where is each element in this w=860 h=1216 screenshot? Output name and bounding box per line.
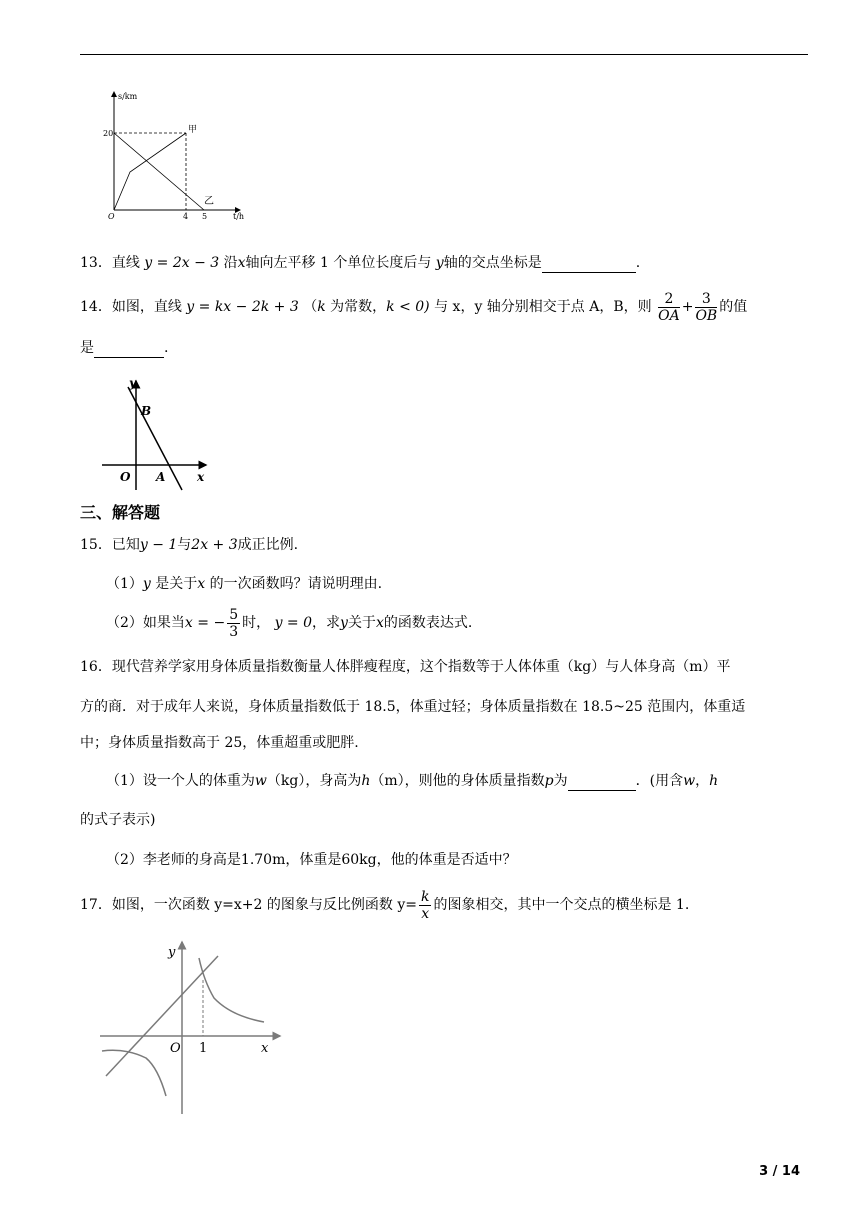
point-b-label: B bbox=[141, 404, 152, 418]
tick-5: 5 bbox=[202, 212, 208, 221]
y-axis-label: s/km bbox=[118, 92, 138, 101]
point-a-label: A bbox=[156, 470, 166, 484]
figure-distance-time bbox=[100, 88, 260, 223]
q17-text: 的图象相交，其中一个交点的横坐标是 1. bbox=[433, 897, 690, 913]
fraction-3-ob bbox=[695, 291, 717, 324]
question-16-line1: 16．现代营养学家用身体质量指数衡量人体胖瘦程度，这个指数等于人体体重（kg）与人体身高（m）平 bbox=[80, 659, 731, 675]
y-axis-label: y bbox=[168, 945, 176, 960]
x-axis-label: x bbox=[197, 470, 205, 484]
figure-line-graph bbox=[100, 375, 210, 495]
q14-var: k bbox=[317, 299, 326, 315]
question-17 bbox=[80, 885, 689, 925]
numerator: k bbox=[420, 888, 430, 905]
q16-var: h bbox=[361, 773, 371, 789]
origin-label: O bbox=[108, 212, 115, 221]
question-13: 13．直线 y = 2x − 3 沿x轴向左平移 1 个单位长度后与 y轴的交点坐标是 . bbox=[80, 255, 641, 271]
q13-equation: y = 2x − 3 bbox=[144, 255, 220, 271]
q15-expression: 2x + 3 bbox=[191, 537, 238, 553]
page-number: 3 / 14 bbox=[759, 1164, 800, 1179]
fraction-5-3 bbox=[227, 607, 240, 640]
q16-var: h bbox=[709, 773, 719, 789]
q16-var: w bbox=[254, 773, 267, 789]
question-14 bbox=[80, 287, 747, 327]
q14-text: 与 x，y 轴分别相交于点 A，B，则 bbox=[434, 299, 652, 315]
q14-text: 如图，直线 bbox=[111, 299, 182, 315]
denominator: 3 bbox=[229, 623, 239, 640]
q15-equation: y = 0 bbox=[274, 615, 313, 631]
q15-text: 与 bbox=[177, 537, 192, 553]
q15-text: 是关于 bbox=[155, 576, 198, 592]
tick-1: 1 bbox=[199, 1041, 208, 1056]
q15-text: 已知 bbox=[111, 537, 140, 553]
q16-text: ， bbox=[695, 773, 710, 789]
q14-number: 14． bbox=[80, 299, 112, 315]
question-14-line2: 是 . bbox=[80, 340, 169, 356]
label-jia: 甲 bbox=[188, 125, 198, 135]
section-heading: 三、解答题 bbox=[80, 503, 161, 522]
q15-var: y bbox=[340, 615, 348, 631]
q14-equation: y = kx − 2k + 3 bbox=[186, 299, 299, 315]
q15-equation: x = − bbox=[184, 615, 226, 631]
fraction-k-x bbox=[419, 889, 431, 922]
q16-text: （m），则他的身体质量指数 bbox=[370, 773, 545, 789]
origin-label: O bbox=[170, 1041, 181, 1056]
origin-label: O bbox=[120, 470, 131, 484]
q13-text: 沿 bbox=[223, 255, 238, 271]
y-axis-label: y bbox=[129, 376, 136, 390]
q15-text: 成正比例. bbox=[237, 537, 299, 553]
answer-blank[interactable] bbox=[542, 256, 636, 273]
plus-sign: + bbox=[681, 299, 694, 315]
answer-blank[interactable] bbox=[94, 341, 164, 358]
q14-text: （ bbox=[303, 299, 318, 315]
q13-text: 轴的交点坐标是 bbox=[443, 255, 542, 271]
figure-function-intersection bbox=[96, 936, 282, 1116]
q16-text: （kg），身高为 bbox=[266, 773, 362, 789]
q16-text: 为 bbox=[553, 773, 568, 789]
x-axis-label: x bbox=[261, 1041, 269, 1056]
header-rule bbox=[80, 54, 808, 55]
question-15-part2 bbox=[106, 603, 472, 643]
q16-var: p bbox=[544, 773, 554, 789]
q16-text: ．(用含 bbox=[635, 773, 684, 789]
question-16-part2: （2）李老师的身高是1.70m，体重是60kg，他的体重是否适中？ bbox=[106, 852, 517, 868]
denominator: x bbox=[421, 905, 430, 922]
q15-text: 的函数表达式. bbox=[383, 615, 473, 631]
label-yi: 乙 bbox=[204, 196, 214, 207]
q13-number: 13． bbox=[80, 255, 112, 271]
numerator: 2 bbox=[658, 291, 680, 308]
q16-var: w bbox=[683, 773, 696, 789]
question-16-part1-cont: 的式子表示) bbox=[80, 812, 156, 828]
q15-var: x bbox=[197, 576, 206, 592]
denominator: OA bbox=[658, 307, 680, 324]
q14-text: 为常数， bbox=[330, 299, 387, 315]
q15-var: y bbox=[142, 576, 151, 592]
q15-text: （1） bbox=[106, 576, 143, 592]
q14-condition: k < 0) bbox=[386, 299, 430, 315]
q15-var: x bbox=[375, 615, 384, 631]
answer-blank[interactable] bbox=[568, 774, 636, 791]
fraction-2-oa bbox=[658, 291, 680, 324]
q15-expression: y − 1 bbox=[139, 537, 178, 553]
numerator: 3 bbox=[695, 291, 717, 308]
question-16-line2: 方的商．对于成年人来说，身体质量指数低于 18.5，体重过轻；身体质量指数在 18.5~25 范围内，体重适 bbox=[80, 699, 746, 715]
q15-text: 时， bbox=[242, 615, 271, 631]
q13-text: 轴向左平移 1 个单位长度后与 bbox=[245, 255, 432, 271]
question-15-part1 bbox=[106, 574, 382, 594]
q13-var: x bbox=[237, 255, 246, 271]
q15-text: 关于 bbox=[347, 615, 376, 631]
q15-number: 15． bbox=[80, 537, 112, 553]
numerator: 5 bbox=[229, 606, 239, 623]
q15-text: ，求 bbox=[312, 615, 341, 631]
q13-text: 直线 bbox=[111, 255, 140, 271]
x-axis-label: t/h bbox=[233, 212, 245, 221]
q15-text: 的一次函数吗？请说明理由. bbox=[209, 576, 383, 592]
question-16-part1 bbox=[106, 771, 718, 791]
q17-text: 17．如图，一次函数 y=x+2 的图象与反比例函数 y= bbox=[80, 897, 417, 913]
q13-var: y bbox=[435, 255, 444, 271]
question-16-line3: 中；身体质量指数高于 25，体重超重或肥胖. bbox=[80, 735, 359, 751]
tick-4: 4 bbox=[183, 212, 189, 221]
q15-text: （2）如果当 bbox=[106, 615, 185, 631]
tick-20: 20 bbox=[103, 129, 114, 138]
question-15 bbox=[80, 535, 298, 555]
q16-text: （1）设一个人的体重为 bbox=[106, 773, 255, 789]
denominator: OB bbox=[695, 307, 718, 324]
q14-text: 是 bbox=[80, 340, 94, 356]
q14-text: 的值 bbox=[719, 299, 748, 315]
